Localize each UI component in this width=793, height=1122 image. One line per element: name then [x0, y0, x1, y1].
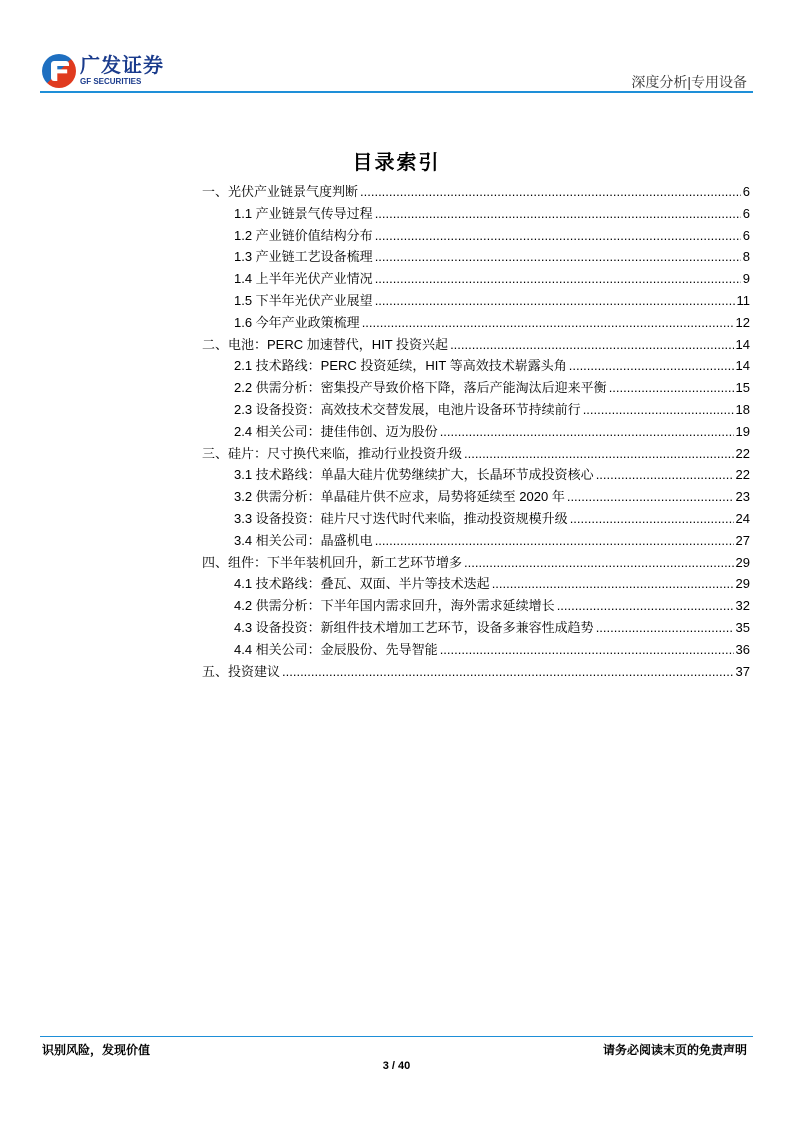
toc-leader-dots [440, 421, 734, 443]
toc-entry[interactable] [202, 399, 750, 421]
toc-entry-page: 29 [735, 554, 750, 570]
toc-leader-dots [375, 203, 741, 225]
toc-entry-label: 2.4 相关公司：捷佳伟创、迈为股份 [234, 423, 438, 439]
toc-entry[interactable] [202, 355, 750, 377]
toc-entry[interactable] [202, 421, 750, 443]
toc-leader-dots [375, 268, 741, 290]
toc-entry[interactable] [202, 595, 750, 617]
toc-entry[interactable] [202, 246, 750, 268]
toc-entry-page: 23 [735, 489, 750, 505]
toc-entry[interactable] [202, 225, 750, 247]
toc-entry-page: 35 [735, 619, 750, 635]
toc-entry-label: 3.2 供需分析：单晶硅片供不应求，局势将延续至 2020 年 [234, 489, 565, 505]
toc-leader-dots [450, 334, 733, 356]
logo-en: GF SECURITIES [80, 77, 142, 86]
toc-entry-label: 1.4 上半年光伏产业情况 [234, 271, 373, 287]
toc-leader-dots [362, 312, 734, 334]
toc-entry-page: 8 [742, 249, 750, 265]
toc-entry-page: 12 [735, 314, 750, 330]
toc-entry-label: 一、光伏产业链景气度判断 [202, 184, 359, 199]
toc-entry-label: 二、电池：PERC 加速替代，HIT 投资兴起 [202, 336, 449, 352]
header-divider [40, 91, 753, 93]
toc-entry-page: 14 [735, 336, 750, 352]
toc-entry-label: 4.2 供需分析：下半年国内需求回升，海外需求延续增长 [234, 598, 555, 614]
toc-leader-dots [282, 661, 734, 683]
toc-entry-page: 29 [735, 576, 750, 592]
company-logo [42, 54, 164, 88]
toc-leader-dots [375, 225, 741, 247]
toc-entry[interactable] [202, 617, 750, 639]
toc-entry-label: 1.1 产业链景气传导过程 [234, 205, 373, 221]
toc-entry-label: 3.4 相关公司：晶盛机电 [234, 532, 373, 548]
toc-entry-page: 27 [735, 532, 750, 548]
report-category: 深度分析|专用设备 [631, 74, 747, 90]
gf-logo-icon [42, 54, 76, 88]
toc-entry-label: 2.1 技术路线：PERC 投资延续，HIT 等高效技术崭露头角 [234, 358, 567, 374]
toc-entry-label: 4.1 技术路线：叠瓦、双面、半片等技术迭起 [234, 576, 490, 592]
toc-leader-dots [375, 530, 734, 552]
page-number: 3 / 40 [382, 1060, 411, 1072]
toc-leader-dots [360, 181, 741, 203]
toc-entry-label: 4.4 相关公司：金辰股份、先导智能 [234, 641, 438, 657]
toc-leader-dots [570, 508, 734, 530]
toc-entry-page: 19 [735, 423, 750, 439]
toc-entry-page: 32 [735, 598, 750, 614]
logo-cn: 广发证券 [80, 55, 164, 77]
toc-leader-dots [464, 552, 734, 574]
toc-leader-dots [567, 486, 734, 508]
toc-entry-label: 2.2 供需分析：密集投产导致价格下降，落后产能淘汰后迎来平衡 [234, 380, 607, 396]
toc-entry[interactable] [202, 268, 750, 290]
toc-entry-page: 9 [742, 271, 750, 287]
toc-entry[interactable] [202, 334, 750, 356]
toc-entry[interactable] [202, 464, 750, 486]
toc-entry[interactable] [202, 508, 750, 530]
toc-leader-dots [464, 443, 734, 465]
toc-entry-page: 14 [735, 358, 750, 374]
page-title: 目录索引 [352, 152, 441, 174]
toc-leader-dots [569, 355, 734, 377]
toc-entry[interactable] [202, 443, 750, 465]
table-of-contents [202, 181, 750, 682]
toc-entry-page: 22 [735, 467, 750, 483]
toc-entry[interactable] [202, 290, 750, 312]
toc-entry-label: 三、硅片：尺寸换代来临，推动行业投资升级 [202, 445, 463, 461]
toc-entry[interactable] [202, 530, 750, 552]
toc-leader-dots [375, 290, 735, 312]
toc-entry[interactable] [202, 312, 750, 334]
toc-entry-page: 15 [735, 380, 750, 396]
toc-entry-page: 6 [742, 184, 750, 199]
toc-entry[interactable] [202, 573, 750, 595]
toc-entry-page: 24 [735, 510, 750, 526]
toc-entry-label: 1.5 下半年光伏产业展望 [234, 292, 373, 308]
toc-entry[interactable] [202, 639, 750, 661]
toc-entry-label: 4.3 设备投资：新组件技术增加工艺环节，设备多兼容性成趋势 [234, 619, 594, 635]
toc-entry[interactable] [202, 661, 750, 683]
toc-entry-page: 37 [735, 663, 750, 679]
toc-entry-label: 四、组件：下半年装机回升，新工艺环节增多 [202, 554, 463, 570]
toc-entry-label: 1.2 产业链价值结构分布 [234, 227, 373, 243]
toc-leader-dots [440, 639, 734, 661]
toc-leader-dots [583, 399, 734, 421]
footer-slogan: 识别风险，发现价值 [42, 1043, 151, 1057]
toc-entry-label: 五、投资建议 [202, 663, 281, 679]
toc-leader-dots [609, 377, 734, 399]
toc-entry[interactable] [202, 377, 750, 399]
footer-disclaimer: 请务必阅读末页的免责声明 [602, 1043, 747, 1057]
toc-leader-dots [596, 617, 734, 639]
toc-entry-label: 3.3 设备投资：硅片尺寸迭代时代来临，推动投资规模升级 [234, 510, 568, 526]
toc-entry-page: 11 [736, 292, 750, 308]
toc-entry-label: 1.6 今年产业政策梳理 [234, 314, 360, 330]
toc-leader-dots [375, 246, 741, 268]
footer-divider [40, 1036, 753, 1037]
toc-entry[interactable] [202, 486, 750, 508]
toc-entry-page: 18 [735, 401, 750, 417]
toc-leader-dots [596, 464, 734, 486]
toc-entry-page: 22 [735, 445, 750, 461]
toc-leader-dots [557, 595, 734, 617]
toc-entry-label: 3.1 技术路线：单晶大硅片优势继续扩大，长晶环节成投资核心 [234, 467, 594, 483]
toc-entry[interactable] [202, 552, 750, 574]
toc-entry-page: 6 [742, 227, 750, 243]
toc-entry-label: 1.3 产业链工艺设备梳理 [234, 249, 373, 265]
toc-entry-page: 6 [742, 205, 750, 221]
toc-leader-dots [492, 573, 734, 595]
toc-entry[interactable] [202, 181, 750, 203]
toc-entry-label: 2.3 设备投资：高效技术交替发展，电池片设备环节持续前行 [234, 401, 581, 417]
toc-entry-page: 36 [735, 641, 750, 657]
toc-entry[interactable] [202, 203, 750, 225]
